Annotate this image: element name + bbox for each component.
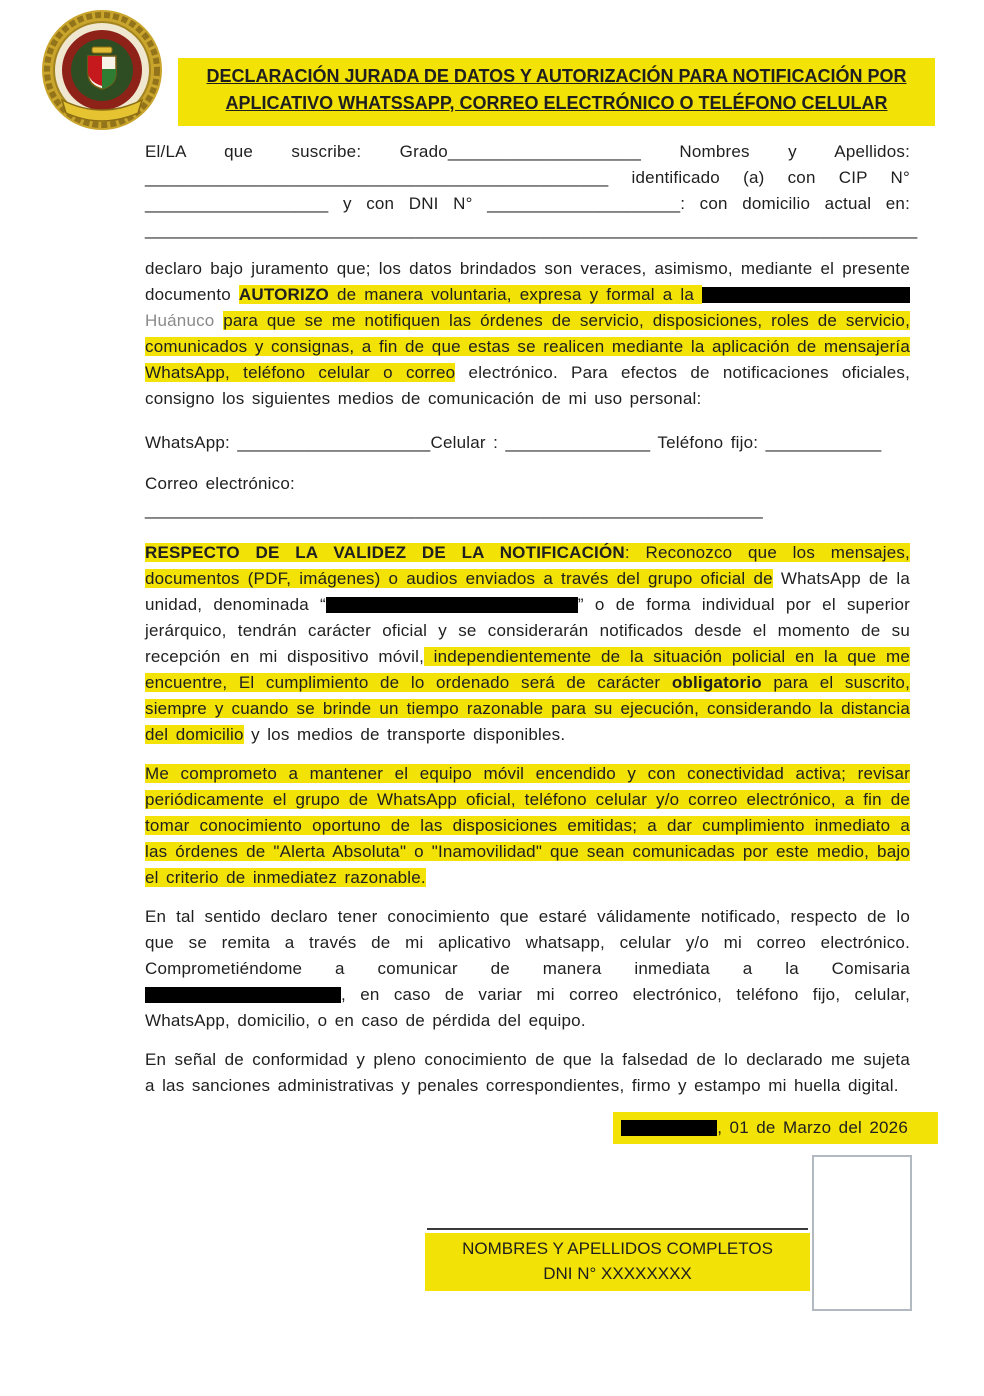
redaction-bar (621, 1120, 717, 1136)
authorization-paragraph (145, 256, 910, 412)
title-line-1: DECLARACIÓN JURADA DE DATOS Y AUTORIZACIÓN PARA NOTIFICACIÓN POR (206, 66, 907, 86)
contact-fields-line (145, 430, 910, 456)
text-segment: Correo electrónico: ________________________________________________________________ (145, 474, 763, 519)
text-segment: WhatsApp de la unidad, denominada “ (145, 569, 910, 614)
text-segment: El/LA que suscribe: Grado____________________ Nombres y Apellidos: ________________________________________________ identificado (a) con CIP N° ___________________ y con DNI N° ____________________: con domicilio actual en: ________________________________________________________________________________ (145, 142, 918, 239)
text-segment: ” o de forma individual por el superior jerárquico, tendrán carácter oficial y se considerarán notificados desde el momento de su recepción en mi dispositivo móvil, (145, 595, 910, 666)
text-segment: RESPECTO DE LA VALIDEZ DE LA NOTIFICACIÓN (145, 543, 625, 562)
signature-block (425, 1208, 810, 1291)
text-segment: Me comprometo a mantener el equipo móvil encendido y con conectividad activa; revisar periódicamente el grupo de WhatsApp oficial, teléfono celular y/o correo electrónico, a fin de tomar conocimiento oportuno de las disposiciones emitidas; a dar cumplimiento inmediato a las órdenes de "Alerta Absoluta" o "Inamovilidad" que sean comunicadas por este medio, bajo el criterio de inmediatez razonable. (145, 764, 910, 887)
text-segment: independientemente de la situación policial en la que me encuentre, El cumplimiento de lo ordenado será de carácter (145, 647, 911, 692)
signer-dni-label: DNI N° XXXXXXXX (543, 1264, 692, 1283)
document-body (145, 139, 918, 1144)
signature-labels (425, 1233, 810, 1291)
pnp-emblem-logo (38, 8, 166, 136)
signer-name-label: NOMBRES Y APELLIDOS COMPLETOS (462, 1239, 773, 1258)
text-segment: electrónico. Para efectos de notificaciones oficiales, consigno los siguientes medios de comunicación de mi uso personal: (145, 363, 911, 408)
document-title (178, 58, 935, 126)
text-segment: y los medios de transporte disponibles. (243, 725, 566, 744)
text-segment: para que se me notifiquen las órdenes de servicio, disposiciones, roles de servicio, comunicados y consignas, a fin de que estas se realicen mediante la aplicación de mensajería WhatsApp, teléfono celular o correo (145, 311, 910, 382)
redaction-bar (326, 597, 578, 613)
commitment-paragraph (145, 761, 910, 891)
text-segment: En señal de conformidad y pleno conocimiento de que la falsedad de lo declarado me sujeta a las sanciones administrativas y penales correspondientes, firmo y estampo mi huella digital. (145, 1050, 910, 1095)
text-segment: : Reconozco que los mensajes, documentos (PDF, imágenes) o audios enviados a través del grupo oficial de (145, 543, 910, 588)
place-and-date-text (613, 1112, 938, 1144)
text-segment: obligatorio (671, 673, 762, 692)
data-update-notice-paragraph (145, 904, 910, 1034)
declarant-intro-paragraph (145, 139, 918, 243)
email-field-line (145, 471, 910, 523)
text-segment: , en caso de variar mi correo electrónico, teléfono fijo, celular, WhatsApp, domicilio, o en caso de pérdida del equipo. (145, 985, 910, 1030)
conformity-paragraph (145, 1047, 910, 1099)
text-segment: En tal sentido declaro tener conocimiento que estaré válidamente notificado, respecto de lo que se remita a través de mi aplicativo whatsapp, celular y/o mi correo electrónico. Comprometiéndome a comunicar de manera inmediata a la Comisaria (145, 907, 910, 978)
text-segment: WhatsApp: ____________________Celular : _______________ Teléfono fijo: ____________ (145, 433, 882, 452)
text-segment: AUTORIZO (238, 285, 329, 304)
fingerprint-box (812, 1155, 912, 1311)
text-segment: , 01 de Marzo del 2026 (717, 1118, 908, 1137)
redaction-bar (702, 287, 910, 303)
text-segment: Huánuco (145, 311, 224, 330)
text-segment: de manera voluntaria, expresa y formal a la (328, 285, 702, 304)
text-segment: declaro bajo juramento que; los datos brindados son veraces, asimismo, mediante el presente documento (145, 259, 910, 304)
text-segment: para el suscrito, siempre y cuando se brinde un tiempo razonable para su ejecución, considerando la distancia del domicilio (145, 673, 911, 744)
title-line-2: APLICATIVO WHATSSAPP, CORREO ELECTRÓNICO O TELÉFONO CELULAR (225, 93, 888, 113)
redaction-bar (145, 987, 341, 1003)
notification-validity-paragraph (145, 540, 910, 748)
date-line (145, 1112, 910, 1144)
signature-line (427, 1208, 808, 1230)
